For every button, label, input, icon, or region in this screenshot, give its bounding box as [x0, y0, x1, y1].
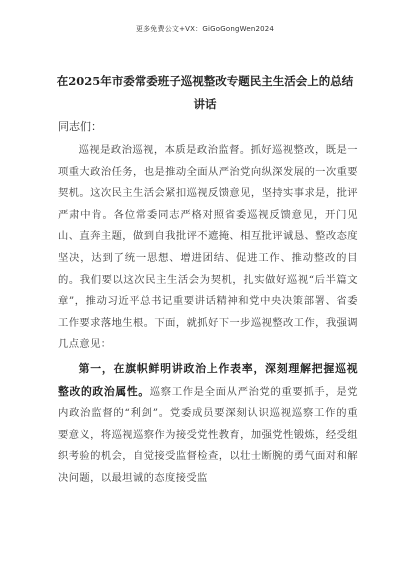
paragraph-1: 巡视是政治巡视，本质是政治监督。抓好巡视整改，既是一项重大政治任务，也是推动全面从严治党向纵深发展的一次重要契机。这次民主生活会紧扣巡视反馈意见，坚持实事求是，批评严肃中肯。各位常委同志严格对照省委巡视反馈意见，开门见山、直奔主题，做到自我批评不遮掩、相互批评诚恳、整改态度坚决，达到了统一思想、增进团结、促进工作、推动整改的目的。我们要以这次民主生活会为契机，扎实做好巡视“后半篇文章”，推动习近平总书记重要讲话精神和党中央决策部署、省委工作要求落地生根。下面，就抓好下一步巡视整改工作，我强调几点意见： [58, 144, 358, 351]
paragraph-2 [58, 358, 358, 490]
paragraph-2-heading: 第一，在旗帜鲜明讲政治上作表率，深刻理解把握巡视整改的政治属性。 [58, 361, 358, 398]
greeting: 同志们： [58, 120, 102, 133]
document-body [58, 140, 358, 490]
header-watermark: 更多免费公文+VX：GiGoGongWen2024 [135, 25, 275, 33]
paragraph-2-text: 巡察工作是全面从严治党的重要抓手，是党内政治监督的“利剑”。党委成员要深刻认识巡视巡察工作的重要意义，将巡视巡察作为接受党性教育，加强党性锻炼，经受组织考验的机会，自觉接受监督检查，以壮士断腕的勇气面对和解决问题，以最坦诚的态度接受监 [58, 385, 358, 484]
page-title: 在2025年市委常委班子巡视整改专题民主生活会上的总结讲话 [56, 74, 354, 111]
